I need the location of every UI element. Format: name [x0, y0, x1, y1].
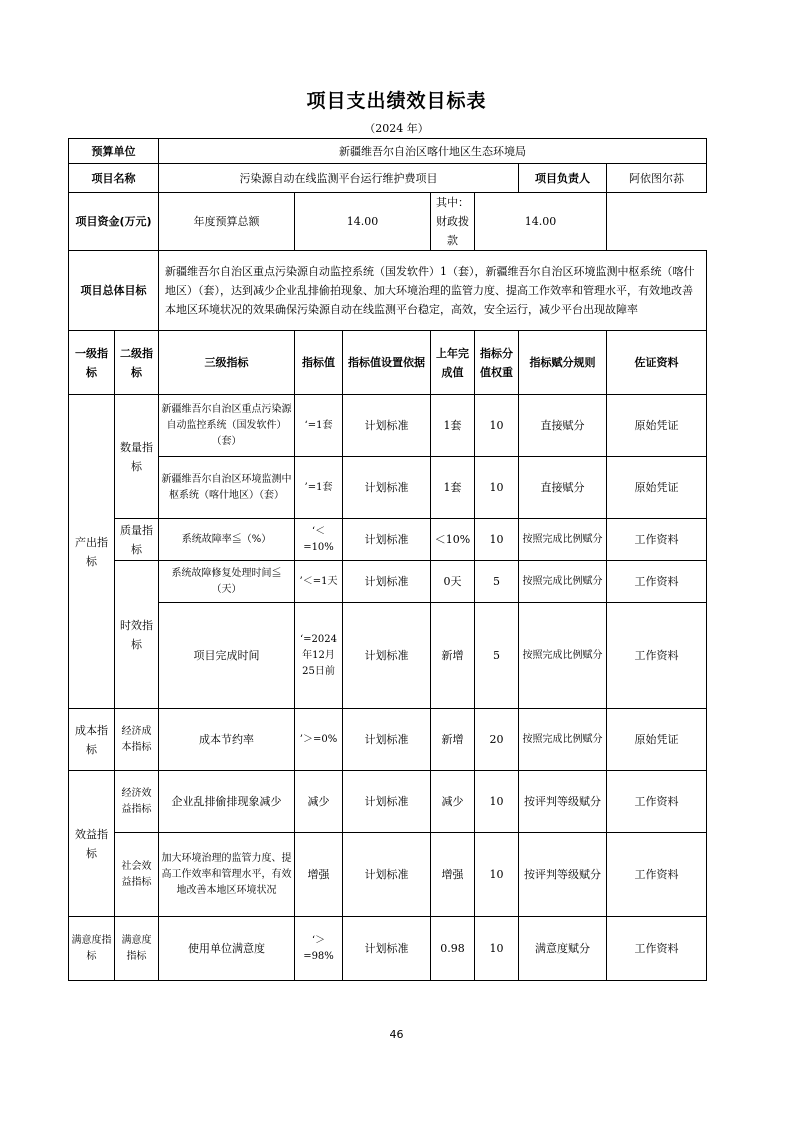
indicator-name: 新疆维吾尔自治区重点污染源自动监控系统（国发软件）（套）	[159, 395, 295, 457]
page-title: 项目支出绩效目标表	[306, 90, 487, 112]
table-row	[69, 395, 707, 457]
indicator-rule: 按评判等级赋分	[519, 771, 607, 833]
group-social-benefit: 社会效益指标	[115, 833, 159, 917]
funds-label: 项目资金(万元)	[69, 193, 159, 251]
table-row	[69, 709, 707, 771]
col-level1: 一级指标	[69, 331, 115, 395]
indicator-weight: 10	[475, 395, 519, 457]
budget-unit-label: 预算单位	[69, 139, 159, 164]
col-weight: 指标分值权重	[475, 331, 519, 395]
indicator-evidence: 工作资料	[607, 771, 707, 833]
indicator-evidence: 工作资料	[607, 519, 707, 561]
indicator-rule: 满意度赋分	[519, 917, 607, 981]
indicator-last: 减少	[431, 771, 475, 833]
goal-value: 新疆维吾尔自治区重点污染源自动监控系统（国发软件）1（套），新疆维吾尔自治区环境监测中枢系统（喀什地区）（套），达到减少企业乱排偷拍现象、加大环境治理的监管力度、提高工作效率和管理水平，有效地改善本地区环境状况的效果确保污染源自动在线监测平台稳定，高效，安全运行，减少平台出现故障率	[159, 251, 707, 331]
indicator-evidence: 工作资料	[607, 561, 707, 603]
indicator-name: 成本节约率	[159, 709, 295, 771]
indicator-basis: 计划标准	[343, 603, 431, 709]
project-name-value: 污染源自动在线监测平台运行维护费项目	[159, 164, 519, 193]
indicator-basis: 计划标准	[343, 709, 431, 771]
indicator-basis: 计划标准	[343, 457, 431, 519]
indicator-last: 1套	[431, 395, 475, 457]
leader-label: 项目负责人	[519, 164, 607, 193]
table-row	[69, 603, 707, 709]
indicator-value: ‘＞=98%	[295, 917, 343, 981]
indicator-value: 减少	[295, 771, 343, 833]
indicator-name: 企业乱排偷排现象减少	[159, 771, 295, 833]
indicator-weight: 10	[475, 833, 519, 917]
group-output: 产出指标	[69, 395, 115, 709]
col-value: 指标值	[295, 331, 343, 395]
indicator-value: 增强	[295, 833, 343, 917]
indicator-evidence: 工作资料	[607, 833, 707, 917]
col-rule: 指标赋分规则	[519, 331, 607, 395]
group-quality: 质量指标	[115, 519, 159, 561]
indicator-evidence: 工作资料	[607, 603, 707, 709]
indicator-name: 系统故障修复处理时间≦（天）	[159, 561, 295, 603]
indicator-last: 0天	[431, 561, 475, 603]
fiscal-label: 其中：财政拨款	[431, 193, 475, 251]
performance-table	[68, 138, 707, 981]
group-economic-benefit: 经济效益指标	[115, 771, 159, 833]
annual-total-value: 14.00	[295, 193, 431, 251]
table-row	[69, 771, 707, 833]
col-level3: 三级指标	[159, 331, 295, 395]
table-row	[69, 561, 707, 603]
indicator-rule: 直接赋分	[519, 457, 607, 519]
indicator-value: ‘=2024年12月25日前	[295, 603, 343, 709]
indicator-last: 新增	[431, 709, 475, 771]
project-name-label: 项目名称	[69, 164, 159, 193]
group-benefit: 效益指标	[69, 771, 115, 917]
indicator-last: 增强	[431, 833, 475, 917]
indicator-last: 0.98	[431, 917, 475, 981]
indicator-weight: 10	[475, 771, 519, 833]
indicator-basis: 计划标准	[343, 917, 431, 981]
indicator-evidence: 原始凭证	[607, 709, 707, 771]
indicator-weight: 10	[475, 457, 519, 519]
table-row	[69, 519, 707, 561]
indicator-weight: 5	[475, 603, 519, 709]
indicator-name: 使用单位满意度	[159, 917, 295, 981]
indicator-value: ‘=1套	[295, 395, 343, 457]
indicator-weight: 5	[475, 561, 519, 603]
indicator-basis: 计划标准	[343, 771, 431, 833]
indicator-value: ’＜=1天	[295, 561, 343, 603]
group-timeliness: 时效指标	[115, 561, 159, 709]
indicator-evidence: 原始凭证	[607, 395, 707, 457]
group-economic-cost: 经济成本指标	[115, 709, 159, 771]
fiscal-value: 14.00	[475, 193, 607, 251]
col-evidence: 佐证资料	[607, 331, 707, 395]
indicator-value: ’＞=0%	[295, 709, 343, 771]
annual-total-label: 年度预算总额	[159, 193, 295, 251]
indicator-name: 系统故障率≦（%）	[159, 519, 295, 561]
indicator-basis: 计划标准	[343, 833, 431, 917]
table-row	[69, 917, 707, 981]
col-level2: 二级指标	[115, 331, 159, 395]
col-basis: 指标值设置依据	[343, 331, 431, 395]
indicator-rule: 直接赋分	[519, 395, 607, 457]
indicator-last: 1套	[431, 457, 475, 519]
col-last-year: 上年完成值	[431, 331, 475, 395]
group-quantity: 数量指标	[115, 395, 159, 519]
indicator-rule: 按照完成比例赋分	[519, 561, 607, 603]
indicator-rule: 按照完成比例赋分	[519, 709, 607, 771]
table-row	[69, 833, 707, 917]
indicator-last: 新增	[431, 603, 475, 709]
group-satisfaction: 满意度指标	[69, 917, 115, 981]
indicator-rule: 按照完成比例赋分	[519, 603, 607, 709]
indicator-weight: 10	[475, 917, 519, 981]
indicator-evidence: 原始凭证	[607, 457, 707, 519]
indicator-basis: 计划标准	[343, 519, 431, 561]
indicator-name: 新疆维吾尔自治区环境监测中枢系统（喀什地区）（套）	[159, 457, 295, 519]
budget-unit-value: 新疆维吾尔自治区喀什地区生态环境局	[159, 139, 707, 164]
page-number: 46	[389, 1028, 404, 1041]
indicator-value: ’=1套	[295, 457, 343, 519]
goal-label: 项目总体目标	[69, 251, 159, 331]
indicator-weight: 20	[475, 709, 519, 771]
table-row	[69, 457, 707, 519]
year-label: （2024 年）	[364, 122, 429, 135]
group-satisfaction2: 满意度指标	[115, 917, 159, 981]
indicator-rule: 按照完成比例赋分	[519, 519, 607, 561]
indicator-rule: 按评判等级赋分	[519, 833, 607, 917]
indicator-last: ＜10%	[431, 519, 475, 561]
group-cost: 成本指标	[69, 709, 115, 771]
leader-value: 阿依图尔荪	[607, 164, 707, 193]
indicator-evidence: 工作资料	[607, 917, 707, 981]
indicator-basis: 计划标准	[343, 561, 431, 603]
indicator-weight: 10	[475, 519, 519, 561]
indicator-name: 项目完成时间	[159, 603, 295, 709]
indicator-value: ‘＜=10%	[295, 519, 343, 561]
indicator-name: 加大环境治理的监管力度、提高工作效率和管理水平，有效地改善本地区环境状况	[159, 833, 295, 917]
indicator-basis: 计划标准	[343, 395, 431, 457]
